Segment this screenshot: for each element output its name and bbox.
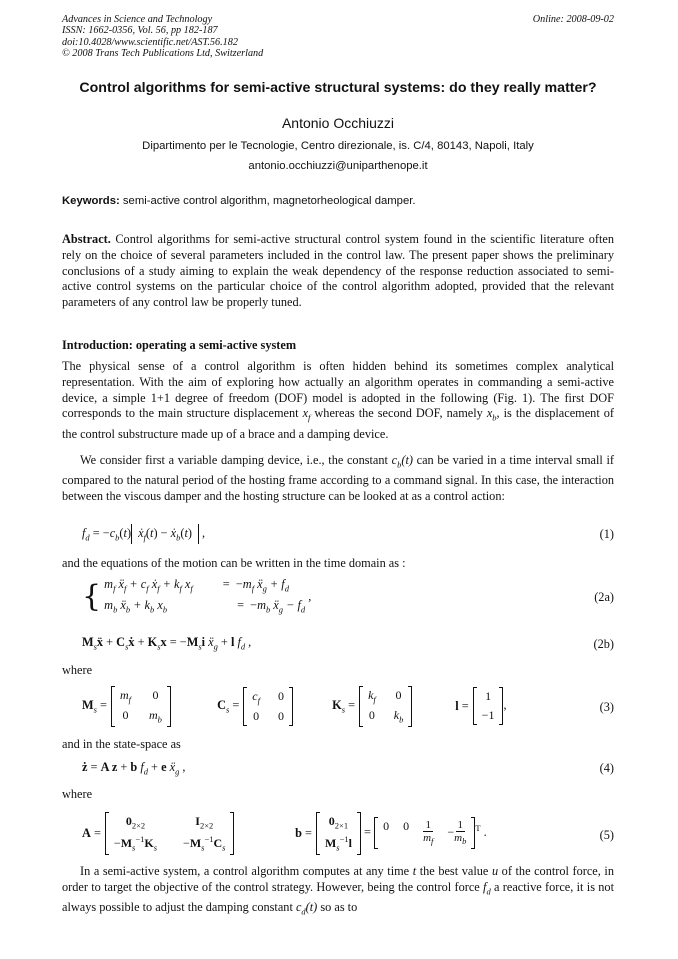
abstract-text: Control algorithms for semi-active structural control system found in the scientific literature often rely on the choice of several parameters included in the control law. The present paper shows the preliminary conclusions of a study aiming to explain the weak dependency of the response reduction associated to semi-active control systems on the particular choice of the control algorithm adopted, provided that the relevant parameters of any control law be properly tuned. [62, 232, 615, 310]
equation-5: A = $0_{2\times 2}$ $I_{2\times 2}$ $-M_s^{-1}K_s$ $-M_s^{-1}C_s$ b = $0_{2\times 1}$ $M_s^{-1}l$ = 0 0 $\frac{1}{m_f}$ − $\frac{1}{m_b}$ $^T$ . [82, 814, 487, 853]
journal-header [62, 14, 614, 60]
equation-5-number: (5) [599, 828, 614, 842]
motion-intro: and the equations of the motion can be written in the time domain as : [62, 556, 406, 570]
keywords-label: Keywords: [62, 195, 120, 207]
abstract [62, 232, 614, 311]
equation-1: $f_d = -c_b(t)$ ẋ$_f$(t) − ẋ$_b$(t) , [82, 526, 206, 543]
intro-paragraph-2: We consider first a variable damping device, i.e., the constant $c_b(t)$ can be varied in a time interval small if compared to the natural period of the hosting frame according to a command signal. In this case, the interaction between the viscous damper and the hosting structure can be looked at as a control action: [62, 453, 615, 504]
equation-2a-number: (2a) [594, 590, 614, 604]
paper-title: Control algorithms for semi-active structural systems: do they really matter? [79, 80, 597, 96]
final-paragraph: In a semi-active system, a control algorithm computes at any time t the best value u of the control force, in order to target the objective of the control strategy. However, being the control force $f_d$ a reactive force, it is not always possible to adjust the damping constant $c_d(t)$ so as to [62, 864, 614, 917]
where-1: where [62, 663, 93, 677]
keywords [62, 195, 614, 207]
doi: doi:10.4028/www.scientific.net/AST.56.182 [62, 36, 238, 48]
where-2: where [62, 787, 93, 801]
author: Antonio Occhiuzzi [281, 115, 395, 131]
copyright: © 2008 Trans Tech Publications Ltd, Switzerland [62, 48, 264, 60]
author-email[interactable]: antonio.occhiuzzi@uniparthenope.it [248, 160, 428, 172]
equation-2b-number: (2b) [593, 637, 614, 651]
intro-paragraph-1: The physical sense of a control algorithm is often hidden behind its sometimes complex analytical representation. With the aim of exploring how actually an algorithm operates in commanding a semi-active device, a simple 1+1 degree of freedom (DOF) model is adopted in the following (Fig. 1). The first DOF corresponds to the main structure displacement $x_f$ whereas the second DOF, namely $x_b$, is the displacement of the control substructure made up of a brace and a damping device. [62, 359, 614, 441]
issn: ISSN: 1662-0356, Vol. 56, pp 182-187 [62, 25, 218, 37]
journal-name: Advances in Science and Technology [62, 14, 213, 25]
state-space-intro: and in the state-space as [62, 737, 181, 751]
equation-4-number: (4) [599, 761, 614, 775]
equation-1-number: (1) [599, 527, 614, 541]
equation-3-number: (3) [599, 700, 614, 714]
paper-page [62, 14, 615, 917]
equation-2a: { $m_f$ ẍ$_f$ + $c_f$ ẋ$_f$ + $k_f$ $x_f = -m_f$ ẍ$_g$ + $f_d$ $m_b$ ẍ$_b$ + $k_b$ $x_b = -m_b$ ẍ$_g$ − $f_d$ , [82, 577, 312, 615]
online-date: Online: 2008-09-02 [532, 14, 614, 25]
equation-4: ż = A z + b $f_d + e$ ẍ$_g$ , [82, 760, 186, 777]
section-heading: Introduction: operating a semi-active system [62, 338, 297, 352]
affiliation: Dipartimento per le Tecnologie, Centro direzionale, is. C/4, 80143, Napoli, Italy [142, 140, 534, 152]
equation-2b: $M_sẍ$ + $C_sẋ + K_sx = -M_si$ ẍ$_g$ + l $f_d$ , [82, 635, 252, 652]
equation-3: $M_s$ = $m_f$ 0 0 $m_b$ $C_s$ = $c_f$ 0 0 0 $K_s$ = $k_f$ 0 0 $k_b$ l = 1 −1 , [82, 688, 507, 725]
abstract-label: Abstract. [62, 232, 111, 246]
keywords-text: semi-active control algorithm, magnetorheological damper. [122, 195, 416, 207]
